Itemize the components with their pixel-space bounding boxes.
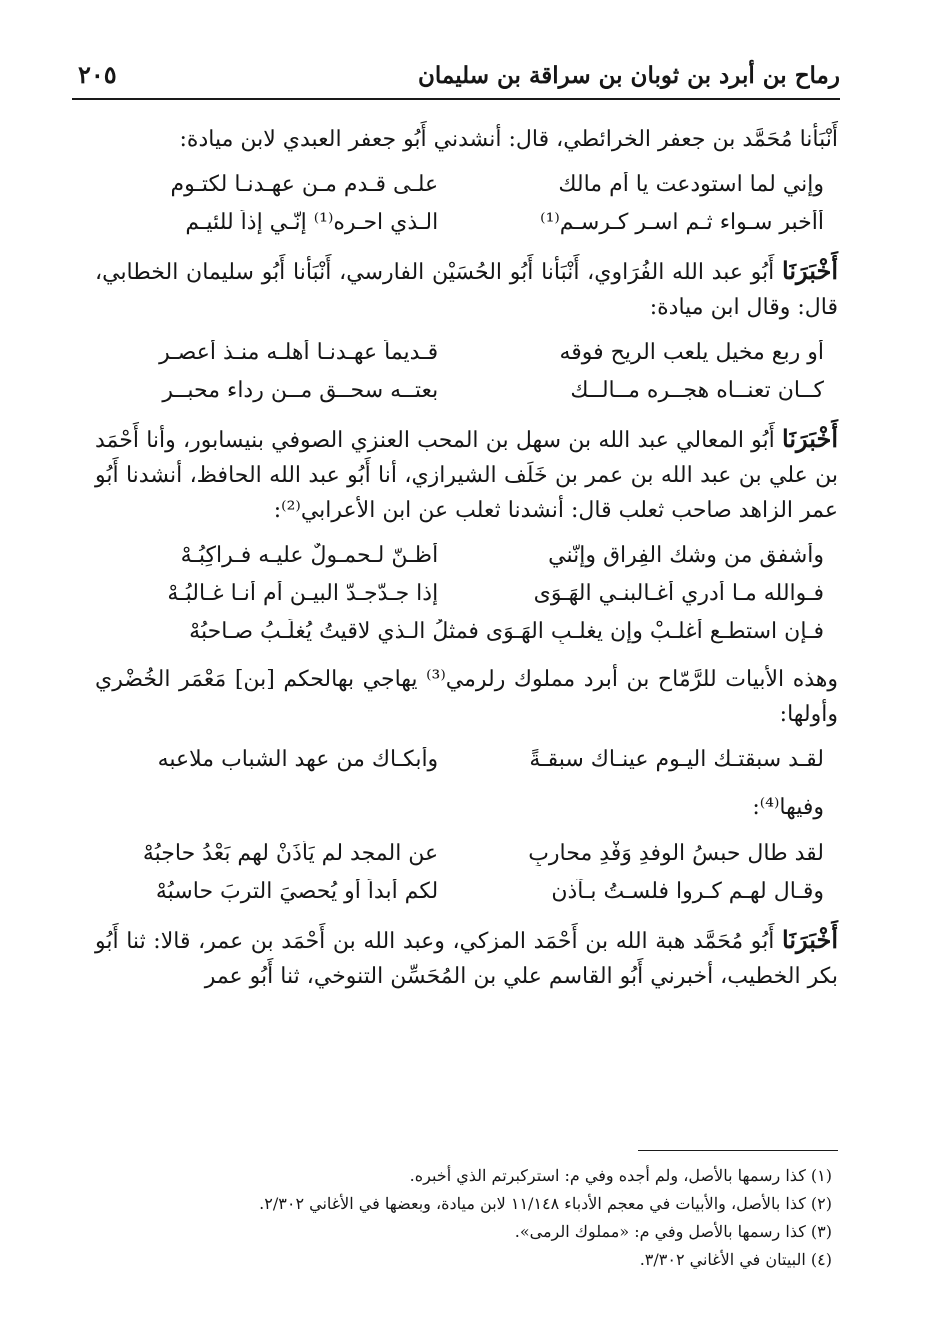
footnote: (٣) كذا رسمها بالأصل وفي م: «مملوك الرمى».	[514, 1222, 832, 1241]
verse-line	[95, 203, 838, 241]
running-header	[72, 50, 840, 100]
verse-line	[95, 333, 838, 371]
verse-block-4	[95, 740, 838, 778]
narration-paragraph	[95, 922, 838, 994]
footnote: (٢) كذا بالأصل، والأبيات في معجم الأدباء ١١/١٤٨ لابن ميادة، وبعضها في الأغاني ٢/٣٠٢.	[259, 1194, 832, 1213]
verse-block-5	[95, 834, 838, 910]
verse-block-3	[95, 536, 838, 650]
commentary-line: وفيها⁽⁴⁾:	[752, 795, 824, 820]
verse-hemistich-first: لقد طال حبسُ الوفدِ وَفْدِ محاربٍ	[528, 840, 824, 866]
verse-hemistich-second: قـديماً عهـدنـا أهلـه منـذ أعصـر	[159, 339, 439, 365]
verse-line	[95, 834, 838, 872]
verse-block-1	[95, 165, 838, 241]
verse-hemistich-second: عن المجد لم يَأْذَنْ لهم بَعْدُ حاجبُهْ	[142, 840, 439, 866]
intro-paragraph: أَنْبَأنا مُحَمَّد بن جعفر الخرائطي، قال: أنشدني أَبُو جعفر العبدي لابن ميادة:	[179, 127, 838, 152]
verse-hemistich-first: وقـال لهـم كـروا فلسـتُ بـآذن	[551, 878, 824, 904]
verse-line	[95, 872, 838, 910]
verse-full-line: فـإن استطـع أغلـبْ وإن يغلـبِ الهَـوَى فمثلُ الـذي لاقيتُ يُغلَـبُ صـاحبُهْ	[189, 618, 824, 644]
verse-hemistich-first: فـوالله مـا أدري أغـالبنـي الهَـوَى	[533, 580, 824, 606]
footnote: (٤) البيتان في الأغاني ٣/٣٠٢.	[639, 1250, 832, 1269]
page-number: ٢٠٥	[78, 60, 117, 89]
verse-hemistich-first: كــان تعنــاه هجــره مــالــك	[570, 377, 824, 403]
verse-hemistich-first: أأخبر سـواء ثـم اسـر كـرسـم⁽¹⁾	[540, 209, 824, 235]
verse-line	[95, 740, 838, 778]
verse-hemistich-first: أو ربع مخيل يلعب الريح فوقه	[559, 339, 824, 365]
verse-line	[95, 371, 838, 409]
footnote: (١) كذا رسمها بالأصل، ولم أجده وفي م: استركبرتم الذي أخبره.	[409, 1166, 832, 1185]
verse-hemistich-second: علـى قـدمٍ مـن عهـدنـا لكتـوم	[170, 171, 439, 197]
narration-paragraph	[95, 253, 838, 325]
footnotes	[95, 1162, 838, 1274]
verse-hemistich-second: الـذي احـره⁽¹⁾ إنّـي إذاً للئيـم	[185, 209, 439, 235]
verse-hemistich-second: إذا جـدّجـدّ البيـن أم أنـا غـالبُـهْ	[167, 580, 439, 606]
verse-hemistich-second: بعتــه سحــق مــن رداء محبــر	[162, 377, 439, 403]
verse-hemistich-first: وأُشفق من وشك الفِراق وإنّني	[548, 542, 824, 568]
main-text	[95, 122, 838, 1000]
narration-text: أَبُو مُحَمَّد هبة الله بن أَحْمَد المزكي، وعبد الله بن أَحْمَد بن عمر، قالا: ثنا أَبُو بكر الخطيب، أخبرني أَبُو القاسم علي بن المُحَسِّن التنوخي، ثنا أَبُو عمر	[95, 929, 838, 989]
verse-hemistich-second: لكم أبداً أو يُحصيَ التربَ حاسبُهْ	[155, 878, 439, 904]
verse-line	[95, 612, 838, 650]
footnote-separator	[638, 1150, 838, 1151]
narration-lead: أَخْبَرَنَا	[782, 256, 838, 285]
commentary-paragraph: وهذه الأبيات للرَّمّاح بن أبرد مملوك رلرمي⁽³⁾ يهاجي بهالحكم [بن] مَعْمَر الخُضْري وأولها:	[95, 667, 838, 727]
narration-text: أَبُو المعالي عبد الله بن سهل بن المحب العنزي الصوفي بنيسابور، وأنا أَحْمَد بن علي بن عبد الله بن عمر بن خَلَف الشيرازي، أنا أَبُو عبد الله الحافظ، أنشدنا أَبُو عمر الزاهد صاحب ثعلب قال: أنشدنا ثعلب عن ابن الأعرابي⁽²⁾:	[95, 428, 838, 523]
verse-hemistich-first: وإني لما استودعت يا أم مالك	[558, 171, 824, 197]
verse-hemistich-first: لقـد سبقتـك اليـوم عينـاك سبقـةً	[529, 746, 824, 772]
narration-lead: أَخْبَرَنَا	[782, 424, 838, 453]
verse-hemistich-second: وأبكـاك من عهد الشباب ملاعبه	[157, 746, 439, 772]
verse-line	[95, 536, 838, 574]
verse-hemistich-second: أظـنّ لـحمـولٌ عليـه فـراكِبُـهْ	[180, 542, 439, 568]
narration-paragraph	[95, 421, 838, 528]
verse-line	[95, 165, 838, 203]
verse-block-2	[95, 333, 838, 409]
narration-lead: أَخْبَرَنَا	[782, 925, 838, 954]
header-title: رماح بن أبرد بن ثوبان بن سراقة بن سليمان	[418, 62, 840, 89]
verse-line	[95, 574, 838, 612]
narration-text: أَبُو عبد الله الفُرَاوي، أَنْبَأنا أَبُو الحُسَيْن الفارسي، أَنْبَأنا أَبُو سليمان الخطابي، قال: وقال ابن ميادة:	[95, 260, 838, 320]
